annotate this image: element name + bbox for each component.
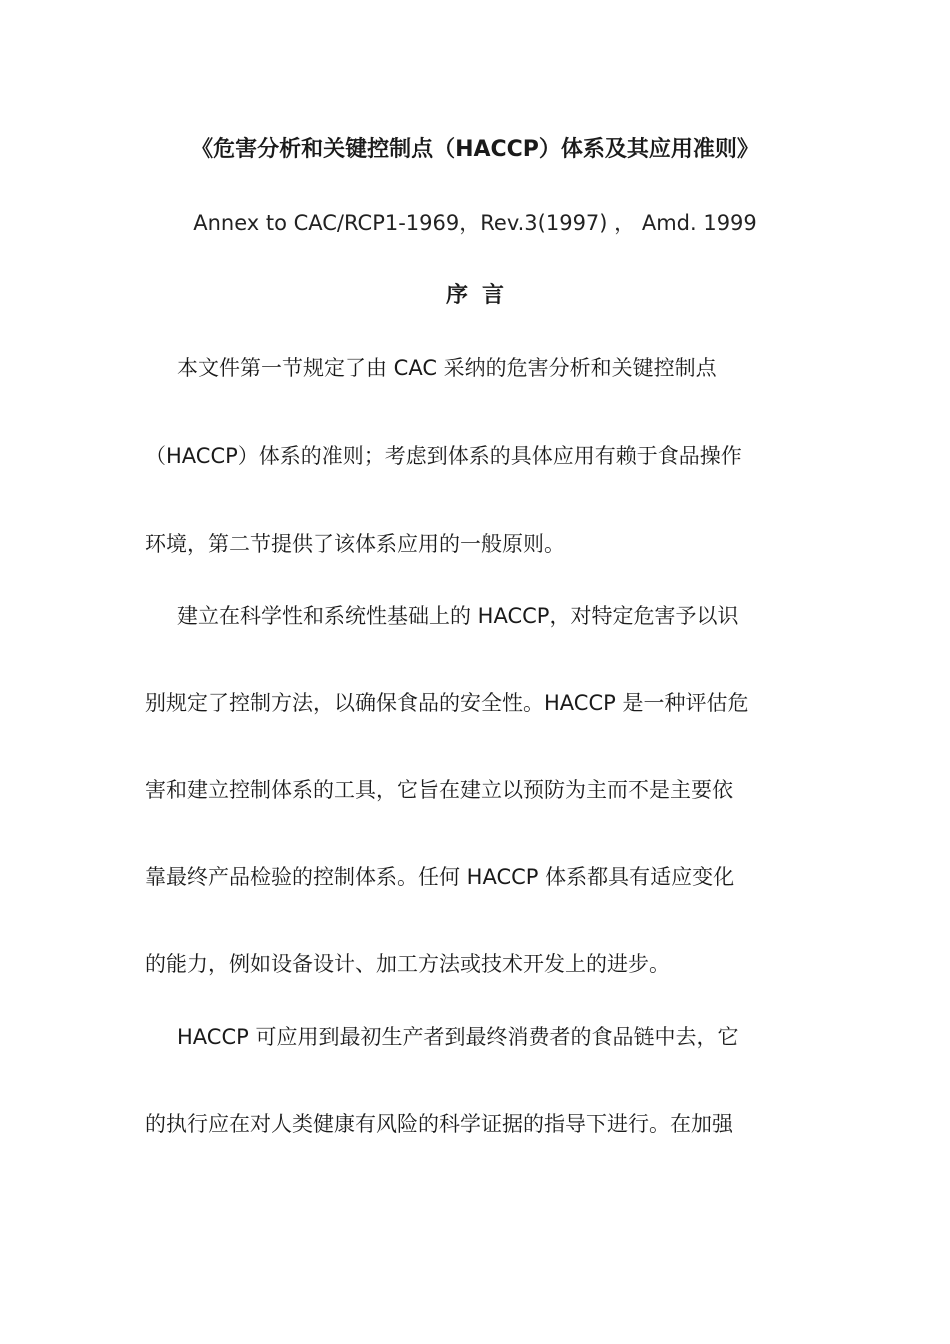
paragraph-line: 本文件第一节规定了由 CAC 采纳的危害分析和关键控制点 [177,356,717,380]
paragraph-line: 的执行应在对人类健康有风险的科学证据的指导下进行。在加强 [145,1112,733,1136]
section-heading: 序言 [445,283,518,308]
document-title: 《危害分析和关键控制点（HACCP）体系及其应用准则》 [191,137,759,162]
paragraph-line: 别规定了控制方法，以确保食品的安全性。HACCP 是一种评估危 [145,691,749,715]
paragraph-line: 环境，第二节提供了该体系应用的一般原则。 [145,532,565,556]
paragraph-line: 害和建立控制体系的工具，它旨在建立以预防为主而不是主要依 [145,778,733,802]
paragraph-line: （HACCP）体系的准则；考虑到体系的具体应用有赖于食品操作 [145,444,742,468]
paragraph-line: 建立在科学性和系统性基础上的 HACCP，对特定危害予以识 [177,604,739,628]
paragraph-line: HACCP 可应用到最初生产者到最终消费者的食品链中去，它 [177,1025,739,1049]
paragraph-line: 的能力，例如设备设计、加工方法或技术开发上的进步。 [145,952,670,976]
document-subtitle: Annex to CAC/RCP1-1969，Rev.3(1997) ， Amd. 1999 [193,211,757,235]
paragraph-line: 靠最终产品检验的控制体系。任何 HACCP 体系都具有适应变化 [145,865,735,889]
